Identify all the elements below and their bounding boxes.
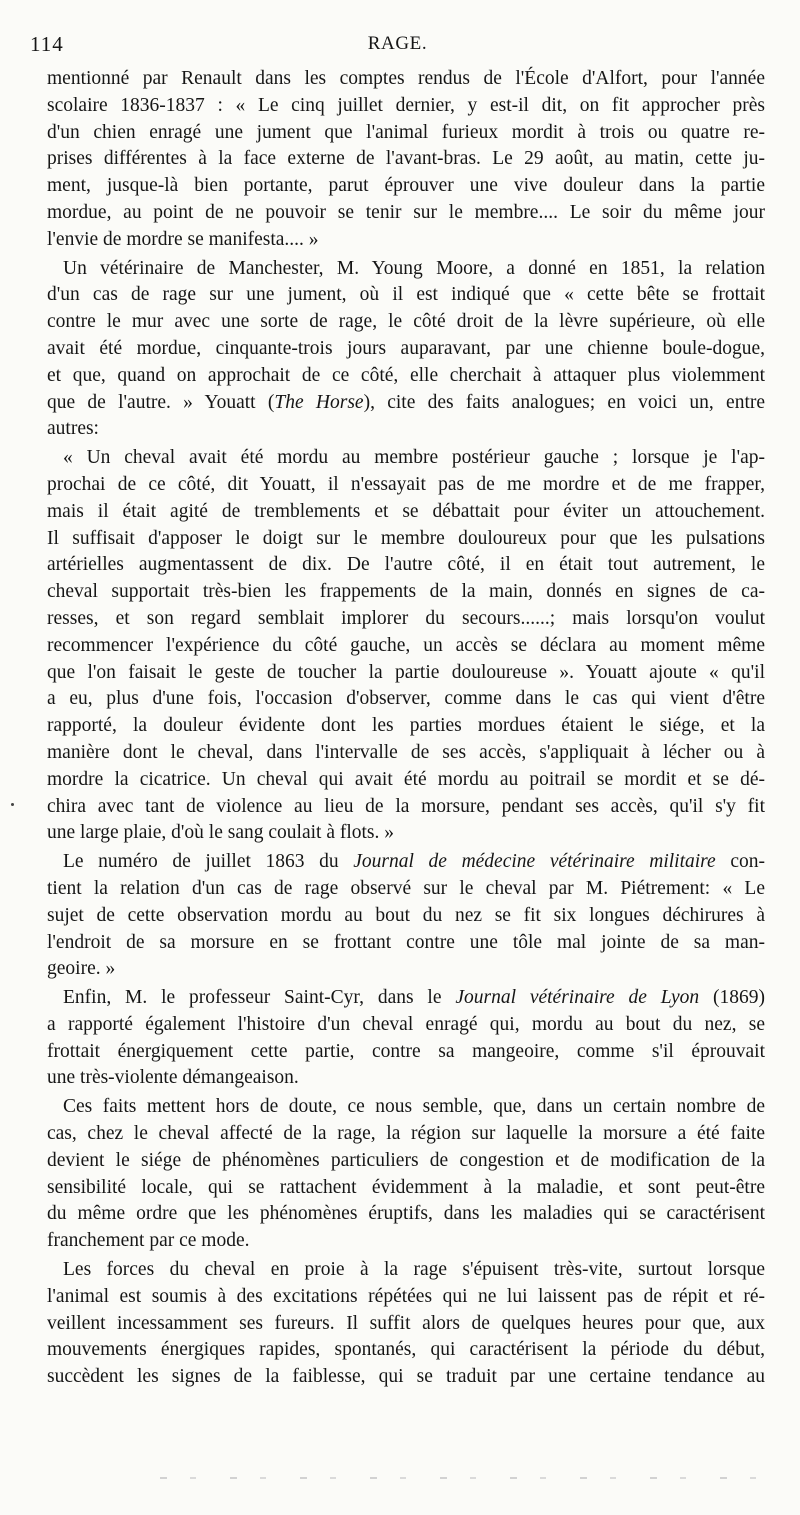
text-line: ment, jusque-là bien portante, parut éprouver une vive douleur dans la partie [47,175,765,197]
text-line: succèdent les signes de la faiblesse, qui se traduit par une certaine tendance au [47,1366,765,1388]
text-line: autres: [47,418,99,440]
text-line: franchement par ce mode. [47,1230,250,1252]
text-line: resses, et son regard semblait implorer du secours......; mais lorsqu'on voulut [47,607,765,629]
bleed-through-marks [160,1477,760,1479]
paragraph [47,66,765,254]
text-line: que l'on faisait le geste de toucher la partie douloureuse ». Youatt ajoute « qu'il [47,661,765,683]
paragraph [47,1094,765,1255]
margin-speck [11,803,14,806]
text-line: devient le siége de phénomènes particuliers de congestion et de modification de la [47,1149,765,1171]
text-line: une très-violente démangeaison. [47,1067,299,1089]
page-header [30,30,765,58]
text-line: prochai de ce côté, dit Youatt, il n'essayait pas de me mordre et de me frapper, [47,473,765,495]
text-line: a rapporté également l'histoire d'un cheval enragé qui, mordu au bout du nez, se [47,1013,765,1035]
text-segment: ), cite des faits analogues; en voici un, entre [363,391,765,413]
text-line: frottait énergiquement cette partie, contre sa mangeoire, comme s'il éprouvait [47,1040,765,1062]
text-line: avait été mordue, cinquante-trois jours auparavant, par une chienne boule-dogue, [47,337,765,359]
text-line: tient la relation d'un cas de rage observé sur le cheval par M. Piétrement: « Le [47,877,765,899]
text-line: Ces faits mettent hors de doute, ce nous semble, que, dans un certain nombre de [63,1096,765,1118]
text-line [47,985,765,1012]
text-line [47,390,765,417]
text-line: prises différentes à la face externe de l'avant-bras. Le 29 août, au matin, cette ju- [47,148,765,170]
text-segment: que de l'autre. » Youatt ( [47,391,275,413]
text-line: artérielles augmentassent de dix. De l'autre côté, il en était tout autrement, le [47,554,765,576]
text-line: l'endroit de sa morsure en se frottant contre une tôle mal jointe de sa man- [47,931,765,953]
text-segment: con- [715,851,765,873]
text-line: l'animal est soumis à des excitations répétées qui ne lui laissent pas de répit et ré- [47,1285,765,1307]
text-line [47,849,765,876]
text-line: mordue, au point de ne pouvoir se tenir sur le membre.... Le soir du même jour [47,201,765,223]
text-line: recommencer l'expérience du côté gauche, un accès se déclara au moment même [47,634,765,656]
page-number: 114 [30,32,64,56]
text-line: mordre la cicatrice. Un cheval qui avait été mordu au poitrail se mordit et se dé- [47,768,765,790]
text-line: Un vétérinaire de Manchester, M. Young Moore, a donné en 1851, la relation [63,257,765,279]
running-title: RAGE. [367,33,428,54]
text-segment: (1869) [699,987,765,1009]
text-line: contre le mur avec une sorte de rage, le côté droit de la lèvre supérieure, où elle [47,311,765,333]
body-text [47,66,765,1393]
text-line: « Un cheval avait été mordu au membre postérieur gauche ; lorsque je l'ap- [63,447,765,469]
text-line: d'un chien enragé une jument que l'animal furieux mordit à trois ou quatre re- [47,121,765,143]
paragraph [47,1257,765,1391]
text-line: mais il était agité de tremblements et se débattait pour éviter un attouchement. [47,500,765,522]
text-segment: Le numéro de juillet 1863 du [63,851,354,873]
text-line: chira avec tant de violence au lieu de la morsure, pendant ses accès, qu'il s'y fit [47,795,765,817]
text-line: scolaire 1836-1837 : « Le cinq juillet dernier, y est-il dit, on fit approcher près [47,94,765,116]
paragraph [47,849,765,983]
text-line: l'envie de mordre se manifesta.... » [47,228,319,250]
text-line: mouvements énergiques rapides, spontanés, qui caractérisent la période du début, [47,1339,765,1361]
text-line: du même ordre que les phénomènes éruptifs, dans les maladies qui se caractérisent [47,1203,765,1225]
text-line: une large plaie, d'où le sang coulait à flots. » [47,822,395,844]
text-segment: Enfin, M. le professeur Saint-Cyr, dans le [63,987,456,1009]
paragraph [47,985,765,1092]
text-line: sujet de cette observation mordu au bout du nez se fit six longues déchirures à [47,904,765,926]
text-line: cas, chez le cheval affecté de la rage, la région sur laquelle la morsure a été faite [47,1123,765,1145]
text-line: mentionné par Renault dans les comptes rendus de l'École d'Alfort, pour l'année [47,68,765,89]
text-line: et que, quand on approchait de ce côté, elle cherchait à attaquer plus violemment [47,364,765,386]
text-line: a eu, plus d'une fois, l'occasion d'observer, comme dans le cas qui vient d'être [47,688,765,710]
text-line: rapporté, la douleur évidente dont les parties mordues étaient le siége, et la [47,715,765,737]
paragraph [47,445,765,847]
text-line: sensibilité locale, qui se rattachent évidemment à la maladie, et sont peut-être [47,1176,765,1198]
text-line: Il suffisait d'apposer le doigt sur le membre douloureux pour que les pulsations [47,527,765,549]
text-line: geoire. » [47,958,116,980]
paragraph [47,256,765,444]
text-line: Les forces du cheval en proie à la rage s'épuisent très-vite, surtout lorsque [63,1259,765,1281]
text-line: manière dont le cheval, dans l'intervalle de ses accès, s'appliquait à lécher ou à [47,741,765,763]
italic-title: Journal vétérinaire de Lyon [455,987,700,1009]
text-line: veillent incessamment ses fureurs. Il suffit alors de quelques heures pour que, aux [47,1312,765,1334]
text-line: d'un cas de rage sur une jument, où il est indiqué que « cette bête se frottait [47,284,765,306]
italic-title: Journal de médecine vétérinaire militaire [353,851,716,873]
italic-title: The Horse [274,391,364,413]
text-line: cheval supportait très-bien les frappements de la main, donnés en signes de ca- [47,581,765,603]
